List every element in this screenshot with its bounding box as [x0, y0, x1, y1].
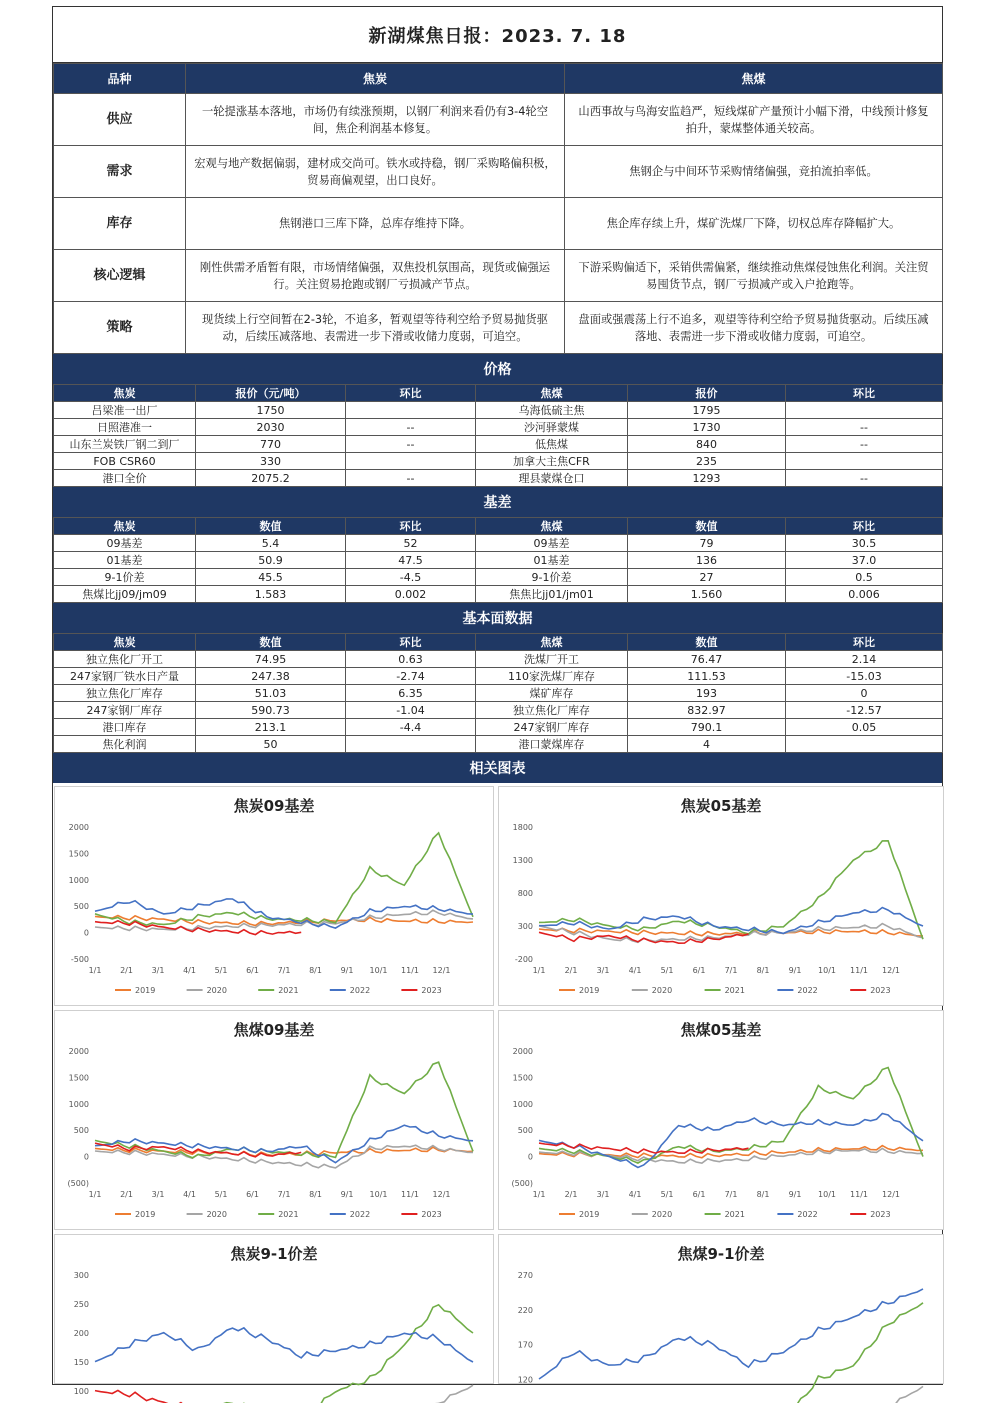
- table-cell: 沙河驿蒙煤: [476, 419, 628, 436]
- legend-label: 2022: [349, 1210, 371, 1219]
- chart-3: [54, 1010, 494, 1230]
- series-line-2021: [95, 1305, 473, 1403]
- legend-label: 2022: [797, 986, 818, 995]
- chart-6: [498, 1234, 944, 1384]
- x-tick-label: 12/1: [432, 1190, 451, 1199]
- table-cell: 2.14: [786, 651, 943, 668]
- x-tick-label: 4/1: [628, 1190, 642, 1199]
- col-header: 焦煤: [476, 634, 628, 651]
- x-tick-label: 5/1: [660, 1190, 674, 1199]
- qual-category: 核心逻辑: [54, 250, 186, 302]
- chart-title: 焦炭09基差: [233, 797, 315, 815]
- y-tick-label: 500: [73, 902, 89, 912]
- qual-row: [54, 94, 943, 146]
- table-cell: 235: [628, 453, 786, 470]
- series-line-2020: [539, 1386, 923, 1403]
- table-cell: 30.5: [786, 535, 943, 552]
- table-cell: 港口库存: [54, 719, 196, 736]
- col-header: 环比: [786, 385, 943, 402]
- col-header: 环比: [786, 518, 943, 535]
- legend-label: 2023: [870, 986, 891, 995]
- table-cell: 01基差: [54, 552, 196, 569]
- x-tick-label: 12/1: [882, 966, 900, 975]
- table-row: [54, 719, 943, 736]
- x-tick-label: 1/1: [88, 1190, 102, 1199]
- table-cell: 0.002: [346, 586, 476, 603]
- chart-title: 焦煤05基差: [680, 1021, 762, 1039]
- table-cell: 247.38: [196, 668, 346, 685]
- qualitative-table: [53, 63, 943, 354]
- y-tick-label: 100: [73, 1387, 89, 1396]
- table-cell: 独立焦化厂库存: [476, 702, 628, 719]
- table-cell: --: [346, 436, 476, 453]
- table-cell: -4.4: [346, 719, 476, 736]
- col-header: 报价（元/吨）: [196, 385, 346, 402]
- x-tick-label: 11/1: [401, 1190, 419, 1199]
- table-row: [54, 569, 943, 586]
- table-cell: 0.05: [786, 719, 943, 736]
- chart-2: [498, 786, 944, 1006]
- legend-label: 2019: [579, 1210, 600, 1219]
- table-cell: 50: [196, 736, 346, 753]
- table-cell: --: [786, 419, 943, 436]
- table-row: [54, 402, 943, 419]
- col-header: 数值: [628, 634, 786, 651]
- legend-label: 2023: [870, 1210, 891, 1219]
- col-header: 数值: [196, 518, 346, 535]
- col-header-coke: 焦炭: [186, 64, 565, 94]
- x-tick-label: 6/1: [692, 1190, 706, 1199]
- chart-1: [54, 786, 494, 1006]
- table-cell: 111.53: [628, 668, 786, 685]
- x-tick-label: 11/1: [850, 1190, 868, 1199]
- y-tick-label: 1000: [68, 875, 89, 885]
- y-tick-label: 200: [73, 1329, 89, 1338]
- table-cell: [786, 402, 943, 419]
- series-line-2021: [539, 1303, 923, 1403]
- table-cell: 山东兰炭铁厂钢二到厂: [54, 436, 196, 453]
- qual-coke-text: 焦钢港口三库下降，总库存维持下降。: [186, 198, 565, 250]
- x-tick-label: 1/1: [532, 966, 546, 975]
- x-tick-label: 5/1: [214, 966, 228, 975]
- table-cell: --: [346, 470, 476, 487]
- table-row: [54, 736, 943, 753]
- fundamentals-table: [53, 633, 943, 753]
- legend-label: 2020: [651, 986, 673, 995]
- y-tick-label: 2000: [68, 823, 89, 832]
- qual-category: 库存: [54, 198, 186, 250]
- y-tick-label: 0: [83, 1152, 89, 1162]
- legend-label: 2021: [724, 986, 745, 995]
- table-cell: 2030: [196, 419, 346, 436]
- x-tick-label: 10/1: [818, 1190, 836, 1199]
- col-header: 报价: [628, 385, 786, 402]
- x-tick-label: 5/1: [214, 1190, 228, 1199]
- table-cell: -12.57: [786, 702, 943, 719]
- legend-label: 2020: [651, 1210, 673, 1219]
- col-header: 数值: [628, 518, 786, 535]
- x-tick-label: 10/1: [369, 966, 388, 975]
- y-tick-label: (500): [511, 1179, 533, 1188]
- table-cell: 37.0: [786, 552, 943, 569]
- table-cell: 4: [628, 736, 786, 753]
- table-cell: 低焦煤: [476, 436, 628, 453]
- series-line-2021: [539, 841, 923, 939]
- table-cell: 01基差: [476, 552, 628, 569]
- table-cell: 27: [628, 569, 786, 586]
- col-header: 环比: [346, 385, 476, 402]
- table-row: [54, 685, 943, 702]
- table-cell: 790.1: [628, 719, 786, 736]
- table-cell: 840: [628, 436, 786, 453]
- table-cell: 79: [628, 535, 786, 552]
- table-cell: 5.4: [196, 535, 346, 552]
- table-cell: 焦煤比jj09/jm09: [54, 586, 196, 603]
- basis-section-header: 基差: [53, 487, 942, 517]
- qual-category: 需求: [54, 146, 186, 198]
- charts-grid: [53, 783, 942, 1396]
- table-cell: 6.35: [346, 685, 476, 702]
- table-cell: 1750: [196, 402, 346, 419]
- legend-label: 2020: [206, 986, 227, 995]
- series-line-2022: [539, 1289, 923, 1379]
- legend-label: 2019: [135, 1210, 156, 1219]
- x-tick-label: 12/1: [432, 966, 451, 975]
- series-line-2022: [95, 1328, 473, 1362]
- col-header: 数值: [196, 634, 346, 651]
- legend-label: 2019: [579, 986, 600, 995]
- table-cell: 136: [628, 552, 786, 569]
- table-cell: 9-1价差: [54, 569, 196, 586]
- table-cell: 焦焦比jj01/jm01: [476, 586, 628, 603]
- x-tick-label: 4/1: [183, 966, 196, 975]
- legend-label: 2019: [135, 986, 156, 995]
- y-tick-label: 2000: [68, 1047, 89, 1056]
- x-tick-label: 7/1: [277, 966, 291, 975]
- legend-label: 2020: [206, 1210, 227, 1219]
- table-cell: 2075.2: [196, 470, 346, 487]
- basis-table: [53, 517, 943, 603]
- x-tick-label: 3/1: [151, 966, 165, 975]
- report: [52, 6, 943, 1396]
- qual-coke-text: 宏观与地产数据偏弱，建材成交尚可。铁水或持稳，钢厂采购略偏积极，贸易商偏观望，出口良好。: [186, 146, 565, 198]
- table-cell: 1795: [628, 402, 786, 419]
- x-tick-label: 2/1: [120, 1190, 133, 1199]
- x-tick-label: 10/1: [369, 1190, 388, 1199]
- chart-title: 焦炭9-1价差: [230, 1245, 318, 1263]
- x-tick-label: 1/1: [532, 1190, 546, 1199]
- x-tick-label: 3/1: [596, 1190, 610, 1199]
- table-row: [54, 453, 943, 470]
- legend-label: 2022: [349, 986, 371, 995]
- legend-label: 2023: [421, 1210, 442, 1219]
- table-cell: 832.97: [628, 702, 786, 719]
- table-cell: 0: [786, 685, 943, 702]
- x-tick-label: 6/1: [246, 1190, 259, 1199]
- table-row: [54, 419, 943, 436]
- table-cell: [786, 453, 943, 470]
- qual-coke-text: 现货续上行空间暂在2-3轮，不追多，暂观望等待利空给予贸易抛货驱动，后续压减落地、表需进一步下滑或收储力度弱，可追空。: [186, 302, 565, 354]
- legend-label: 2021: [278, 986, 299, 995]
- table-cell: 独立焦化厂库存: [54, 685, 196, 702]
- legend-label: 2021: [278, 1210, 299, 1219]
- report-title: 新湖煤焦日报：2023. 7. 18: [53, 7, 942, 63]
- qual-row: [54, 198, 943, 250]
- table-cell: FOB CSR60: [54, 453, 196, 470]
- y-tick-label: (500): [67, 1179, 89, 1188]
- x-tick-label: 4/1: [183, 1190, 196, 1199]
- legend-label: 2023: [421, 986, 442, 995]
- table-cell: --: [346, 419, 476, 436]
- y-tick-label: 0: [83, 928, 89, 938]
- col-header: 环比: [786, 634, 943, 651]
- table-row: [54, 702, 943, 719]
- table-row: [54, 535, 943, 552]
- table-cell: 港口全价: [54, 470, 196, 487]
- table-cell: 港口蒙煤库存: [476, 736, 628, 753]
- col-header-variety: 品种: [54, 64, 186, 94]
- table-row: [54, 436, 943, 453]
- x-tick-label: 8/1: [309, 966, 322, 975]
- table-cell: 110家洗煤厂库存: [476, 668, 628, 685]
- table-row: [54, 470, 943, 487]
- table-cell: 焦化利润: [54, 736, 196, 753]
- table-cell: 加拿大主焦CFR: [476, 453, 628, 470]
- y-tick-label: 150: [73, 1358, 89, 1367]
- qual-coal-text: 焦企库存续上升，煤矿洗煤厂下降，切权总库存降幅扩大。: [565, 198, 943, 250]
- table-cell: 247家钢厂库存: [476, 719, 628, 736]
- table-cell: 0.5: [786, 569, 943, 586]
- chart-title: 焦炭05基差: [680, 797, 762, 815]
- table-cell: 乌海低硫主焦: [476, 402, 628, 419]
- qual-coal-text: 山西事故与鸟海安监趋严，短线煤矿产量预计小幅下滑，中线预计修复拍升，蒙煤整体通关较高。: [565, 94, 943, 146]
- x-tick-label: 11/1: [401, 966, 419, 975]
- x-tick-label: 2/1: [564, 1190, 578, 1199]
- qual-coal-text: 盘面或强震荡上行不追多，观望等待利空给予贸易抛货驱动。后续压减落地、表需进一步下滑或收储力度弱，可追空。: [565, 302, 943, 354]
- table-cell: [346, 453, 476, 470]
- price-section-header: 价格: [53, 354, 942, 384]
- qual-category: 策略: [54, 302, 186, 354]
- table-cell: 1.560: [628, 586, 786, 603]
- table-cell: -4.5: [346, 569, 476, 586]
- qual-coke-text: 一轮提涨基本落地，市场仍有续涨预期，以钢厂利润来看仍有3-4轮空间，焦企利润基本修复。: [186, 94, 565, 146]
- table-cell: 770: [196, 436, 346, 453]
- qual-coke-text: 刚性供需矛盾暂有限，市场情绪偏强，双焦投机氛围高，现货或偏强运行。关注贸易抢跑或钢厂亏损减产节点。: [186, 250, 565, 302]
- y-tick-label: 1300: [512, 856, 533, 865]
- price-table: [53, 384, 943, 487]
- x-tick-label: 2/1: [120, 966, 133, 975]
- table-cell: 煤矿库存: [476, 685, 628, 702]
- chart-svg: [499, 1011, 943, 1229]
- x-tick-label: 8/1: [309, 1190, 322, 1199]
- table-cell: --: [786, 470, 943, 487]
- y-tick-label: 1500: [68, 849, 89, 859]
- y-tick-label: 270: [517, 1271, 533, 1280]
- table-cell: 09基差: [476, 535, 628, 552]
- y-tick-label: 1500: [512, 1073, 533, 1083]
- chart-5: [54, 1234, 494, 1396]
- y-tick-label: 0: [527, 1152, 533, 1162]
- col-header: 焦煤: [476, 518, 628, 535]
- table-cell: 47.5: [346, 552, 476, 569]
- charts-section-header: 相关图表: [53, 753, 942, 783]
- x-tick-label: 8/1: [756, 966, 770, 975]
- x-tick-label: 1/1: [88, 966, 102, 975]
- y-tick-label: 300: [73, 1271, 89, 1280]
- table-cell: 1.583: [196, 586, 346, 603]
- table-cell: 52: [346, 535, 476, 552]
- x-tick-label: 7/1: [724, 1190, 738, 1199]
- x-tick-label: 9/1: [340, 1190, 354, 1199]
- table-cell: 247家钢厂库存: [54, 702, 196, 719]
- y-tick-label: -500: [70, 955, 89, 964]
- qual-category: 供应: [54, 94, 186, 146]
- series-line-2023: [95, 1390, 301, 1403]
- qual-coal-text: 焦钢企与中间环节采购情绪偏强，竞拍流拍率低。: [565, 146, 943, 198]
- x-tick-label: 7/1: [277, 1190, 291, 1199]
- table-cell: 0.63: [346, 651, 476, 668]
- col-header: 环比: [346, 634, 476, 651]
- table-cell: 50.9: [196, 552, 346, 569]
- x-tick-label: 11/1: [850, 966, 868, 975]
- table-cell: 吕梁准一出厂: [54, 402, 196, 419]
- col-header-coal: 焦煤: [565, 64, 943, 94]
- table-cell: 9-1价差: [476, 569, 628, 586]
- y-tick-label: 500: [73, 1126, 89, 1136]
- table-row: [54, 552, 943, 569]
- table-cell: [786, 736, 943, 753]
- table-cell: 193: [628, 685, 786, 702]
- table-cell: -2.74: [346, 668, 476, 685]
- table-cell: 247家钢厂铁水日产量: [54, 668, 196, 685]
- table-cell: 51.03: [196, 685, 346, 702]
- table-cell: 独立焦化厂开工: [54, 651, 196, 668]
- y-tick-label: 300: [517, 922, 533, 931]
- x-tick-label: 9/1: [788, 966, 802, 975]
- chart-svg: [55, 1011, 493, 1229]
- qual-row: [54, 250, 943, 302]
- x-tick-label: 7/1: [724, 966, 738, 975]
- table-cell: [346, 736, 476, 753]
- chart-title: 焦煤09基差: [233, 1021, 315, 1039]
- x-tick-label: 4/1: [628, 966, 642, 975]
- y-tick-label: 2000: [512, 1047, 533, 1056]
- x-tick-label: 12/1: [882, 1190, 900, 1199]
- x-tick-label: 9/1: [340, 966, 354, 975]
- y-tick-label: 120: [517, 1375, 533, 1385]
- table-cell: 76.47: [628, 651, 786, 668]
- fundamentals-section-header: 基本面数据: [53, 603, 942, 633]
- col-header: 焦炭: [54, 634, 196, 651]
- chart-title: 焦煤9-1价差: [677, 1245, 765, 1263]
- col-header: 焦炭: [54, 518, 196, 535]
- x-tick-label: 5/1: [660, 966, 674, 975]
- table-cell: 213.1: [196, 719, 346, 736]
- y-tick-label: 1500: [68, 1073, 89, 1083]
- qual-row: [54, 302, 943, 354]
- y-tick-label: 220: [517, 1305, 533, 1315]
- table-cell: 日照港准一: [54, 419, 196, 436]
- y-tick-label: 500: [517, 1126, 533, 1136]
- series-line-2020: [95, 1385, 473, 1403]
- table-cell: 1730: [628, 419, 786, 436]
- x-tick-label: 8/1: [756, 1190, 770, 1199]
- table-cell: 理县蒙煤仓口: [476, 470, 628, 487]
- table-cell: 330: [196, 453, 346, 470]
- legend-label: 2021: [724, 1210, 745, 1219]
- table-cell: 45.5: [196, 569, 346, 586]
- table-cell: --: [786, 436, 943, 453]
- col-header: 环比: [346, 518, 476, 535]
- table-row: [54, 651, 943, 668]
- x-tick-label: 2/1: [564, 966, 578, 975]
- table-cell: -15.03: [786, 668, 943, 685]
- legend-label: 2022: [797, 1210, 818, 1219]
- y-tick-label: -200: [514, 955, 533, 964]
- table-cell: 74.95: [196, 651, 346, 668]
- table-cell: 09基差: [54, 535, 196, 552]
- x-tick-label: 6/1: [246, 966, 259, 975]
- chart-4: [498, 1010, 944, 1230]
- table-cell: 0.006: [786, 586, 943, 603]
- qual-row: [54, 146, 943, 198]
- x-tick-label: 3/1: [596, 966, 610, 975]
- chart-svg: [55, 787, 493, 1005]
- chart-svg: [499, 787, 943, 1005]
- y-tick-label: 250: [73, 1300, 89, 1309]
- table-cell: [346, 402, 476, 419]
- table-row: [54, 586, 943, 603]
- x-tick-label: 3/1: [151, 1190, 165, 1199]
- series-line-2022: [95, 1125, 473, 1163]
- y-tick-label: 1000: [68, 1099, 89, 1109]
- x-tick-label: 9/1: [788, 1190, 802, 1199]
- series-line-2021: [95, 1062, 473, 1158]
- y-tick-label: 1000: [512, 1099, 533, 1109]
- y-tick-label: 800: [517, 889, 533, 898]
- qual-coal-text: 下游采购偏适下，采销供需偏紧，继续推动焦煤侵蚀焦化利润。关注贸易囤货节点，钢厂亏损减产或入户抢跑等。: [565, 250, 943, 302]
- y-tick-label: 1800: [512, 823, 533, 832]
- col-header: 焦炭: [54, 385, 196, 402]
- y-tick-label: 170: [517, 1340, 533, 1350]
- table-row: [54, 668, 943, 685]
- table-cell: 1293: [628, 470, 786, 487]
- table-cell: 洗煤厂开工: [476, 651, 628, 668]
- x-tick-label: 6/1: [692, 966, 706, 975]
- table-cell: 590.73: [196, 702, 346, 719]
- table-cell: -1.04: [346, 702, 476, 719]
- col-header: 焦煤: [476, 385, 628, 402]
- x-tick-label: 10/1: [818, 966, 836, 975]
